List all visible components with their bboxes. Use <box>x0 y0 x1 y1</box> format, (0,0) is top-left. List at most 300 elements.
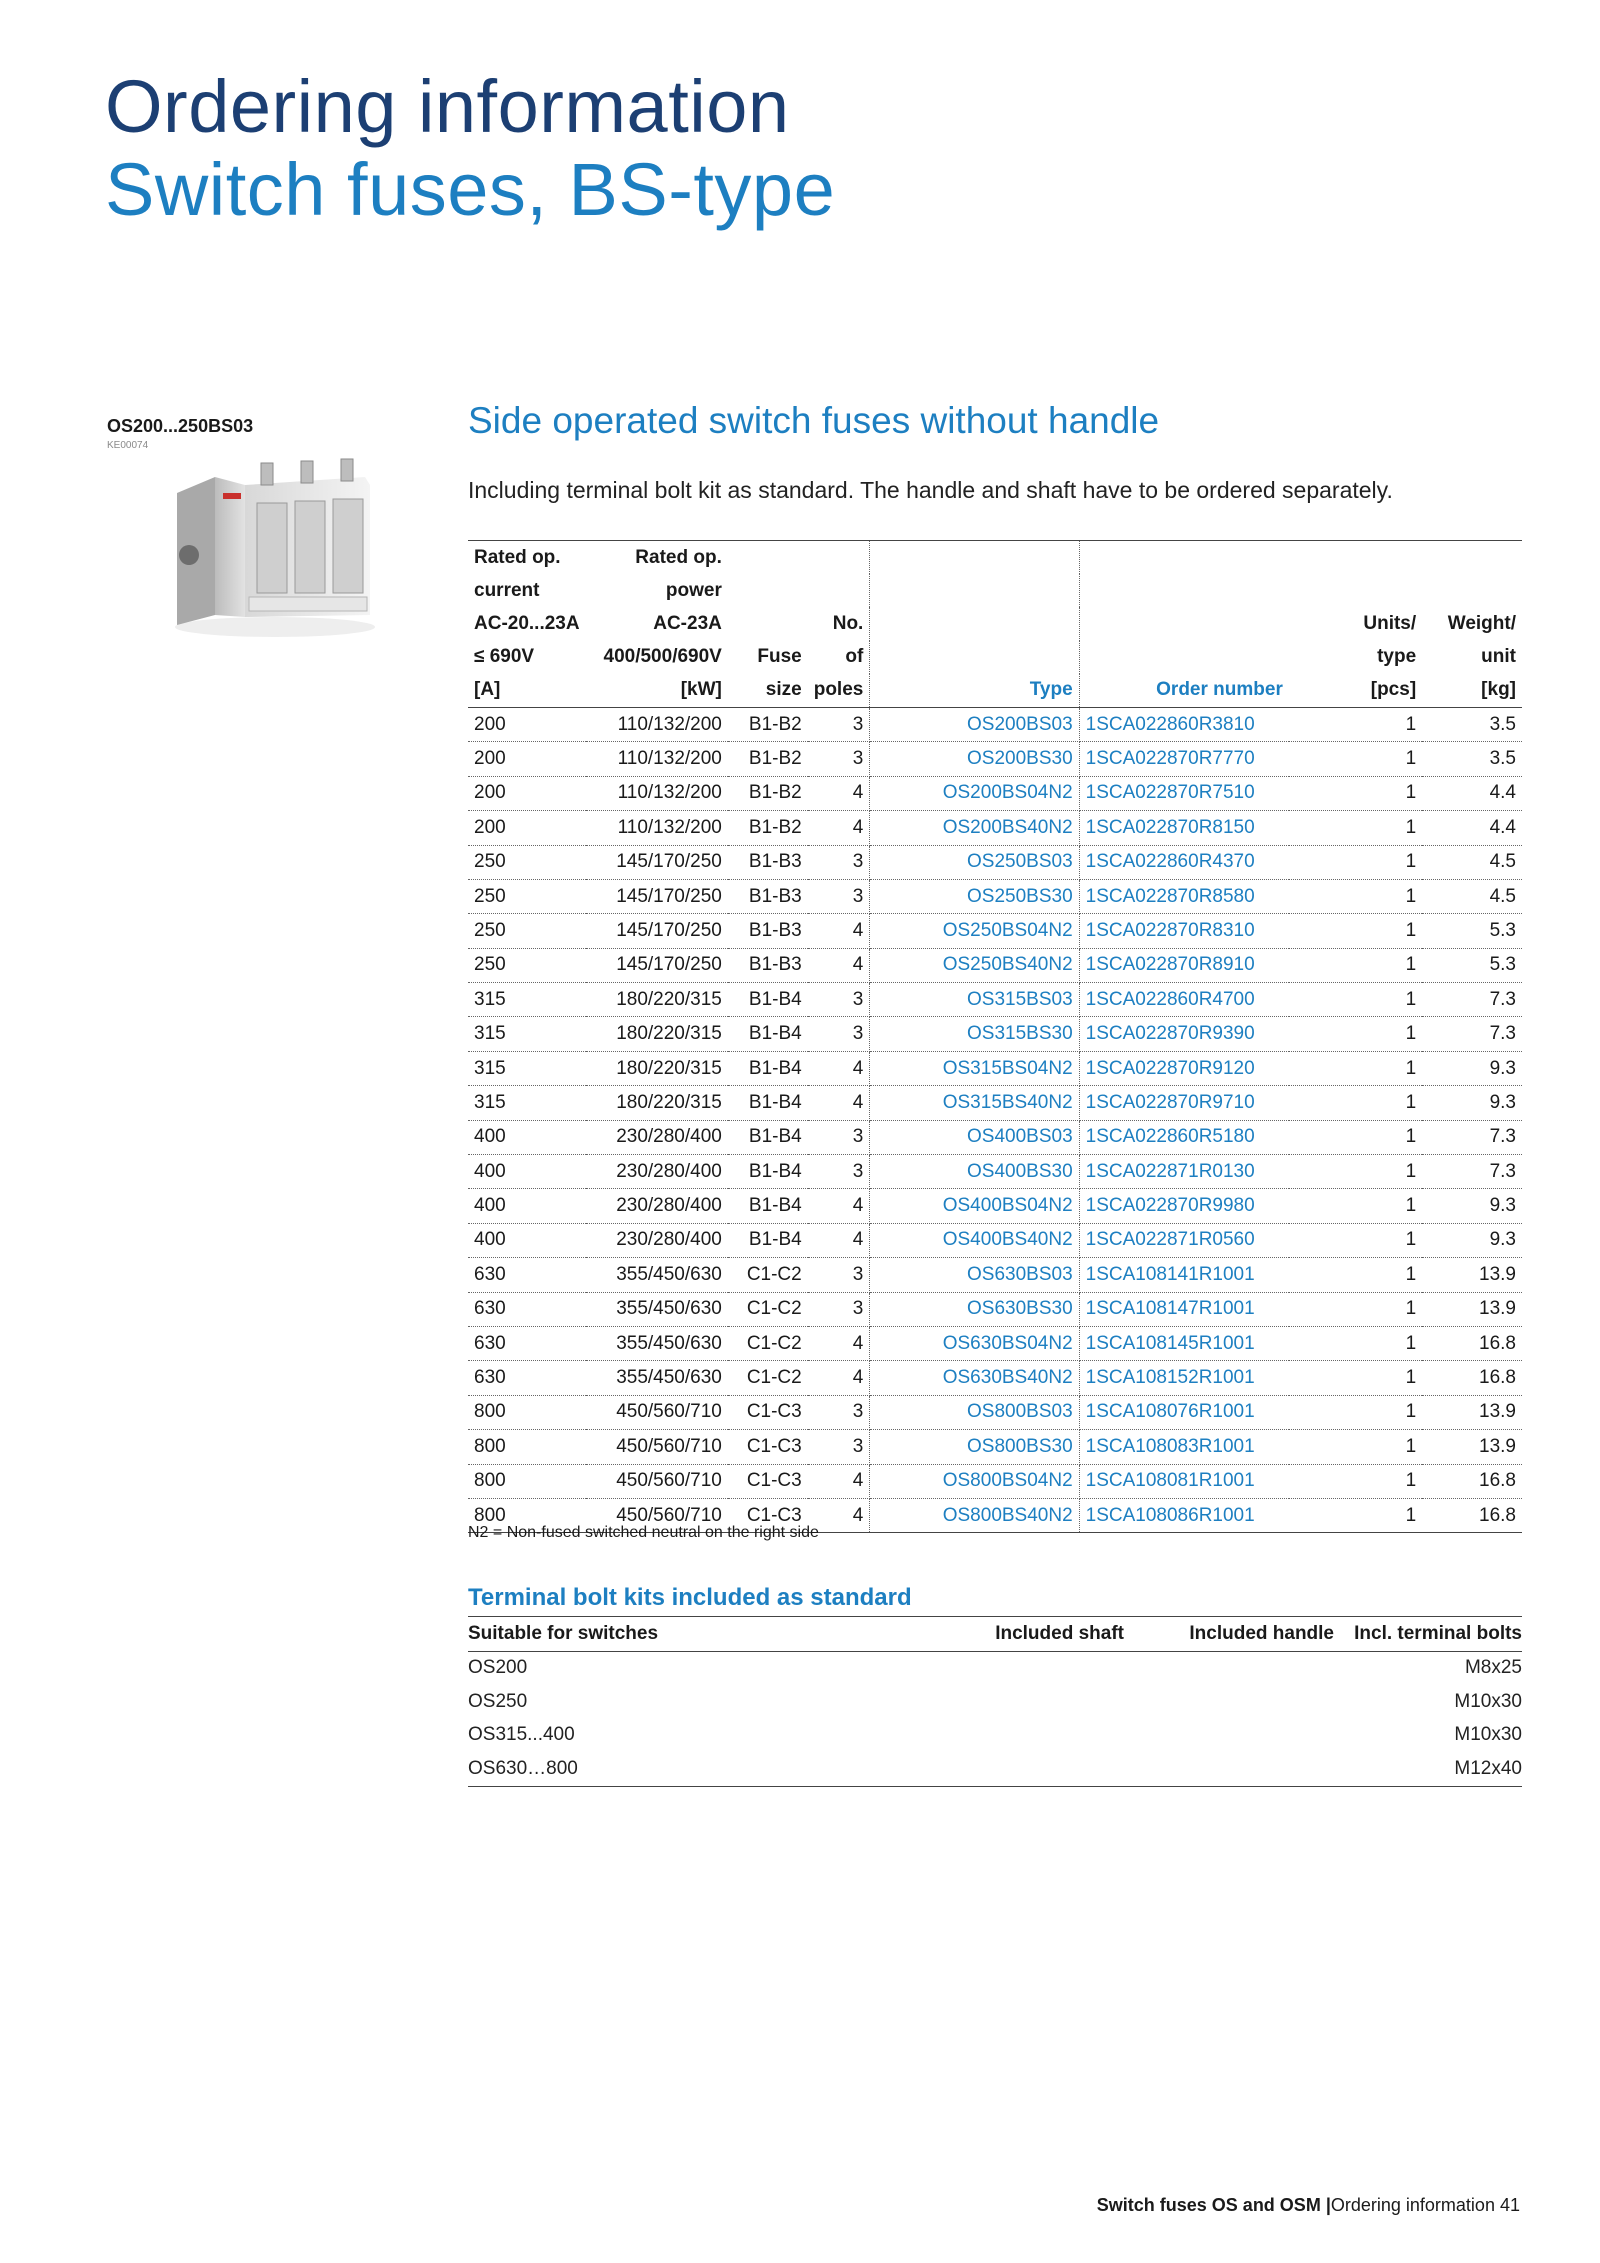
header-row <box>468 641 1522 674</box>
table-cell: OS800BS40N2 <box>870 1498 1079 1532</box>
table-cell: OS800BS04N2 <box>870 1464 1079 1498</box>
table-row <box>468 1395 1522 1429</box>
table-cell: 9.3 <box>1422 1051 1522 1085</box>
table-cell: 630 <box>468 1326 586 1360</box>
table-cell: 4 <box>808 1464 870 1498</box>
table-cell: OS315...400 <box>468 1724 575 1746</box>
table-cell: 1SCA022870R7510 <box>1079 776 1289 810</box>
table-cell: C1-C3 <box>728 1430 808 1464</box>
table-cell: 4 <box>808 1326 870 1360</box>
bolt-kits-body <box>468 1651 1522 1786</box>
table-cell: 200 <box>468 742 586 776</box>
table-cell: 9.3 <box>1422 1086 1522 1120</box>
column-header-cell: Type <box>870 674 1079 708</box>
table-cell: C1-C2 <box>728 1361 808 1395</box>
table-cell: 200 <box>468 811 586 845</box>
table-row <box>468 1430 1522 1464</box>
table-cell: OS400BS04N2 <box>870 1189 1079 1223</box>
table-cell: 800 <box>474 1504 506 1526</box>
table-cell: 400 <box>468 1120 586 1154</box>
product-label: OS200...250BS03 <box>107 416 254 436</box>
table-cell: 4.5 <box>1422 879 1522 913</box>
header-row <box>468 607 1522 640</box>
table-row <box>468 1326 1522 1360</box>
table-cell: 800 <box>468 1464 586 1498</box>
table-row <box>468 1051 1522 1085</box>
table-cell: 110/132/200 <box>586 742 728 776</box>
table-cell: 4 <box>808 811 870 845</box>
table-row <box>468 742 1522 776</box>
column-header-cell: poles <box>808 674 870 708</box>
table-row <box>468 1464 1522 1498</box>
table-cell: 1SCA108152R1001 <box>1079 1361 1289 1395</box>
table-cell: 4.5 <box>1422 845 1522 879</box>
table-row <box>468 1651 1522 1685</box>
table-cell: B1-B4 <box>728 1189 808 1223</box>
column-header-cell: [pcs] <box>1289 674 1422 708</box>
table-cell: 1SCA022870R9390 <box>1079 1017 1289 1051</box>
column-header-cell <box>1079 541 1289 575</box>
table-cell: 450/560/710 <box>616 1504 722 1526</box>
table-cell: B1-B4 <box>728 1051 808 1085</box>
column-header-cell: Order number <box>1079 674 1289 708</box>
table-cell: 110/132/200 <box>586 776 728 810</box>
column-header-cell: AC-20...23A <box>474 612 580 634</box>
table-cell: 145/170/250 <box>586 879 728 913</box>
table-cell: OS250BS04N2 <box>870 914 1079 948</box>
column-header-cell <box>1422 541 1522 575</box>
table-cell: 355/450/630 <box>586 1326 728 1360</box>
table-cell: 630 <box>468 1361 586 1395</box>
table-cell: 3 <box>808 742 870 776</box>
table-row <box>468 845 1522 879</box>
table-cell: C1-C3 <box>746 1504 802 1526</box>
table-cell: OS200 <box>468 1657 528 1679</box>
table-cell: 16.8 <box>1479 1504 1516 1526</box>
table-cell: 1SCA022860R4700 <box>1079 983 1289 1017</box>
table-cell: C1-C2 <box>728 1326 808 1360</box>
table-cell: 1SCA022870R8910 <box>1079 948 1289 982</box>
table-cell: 180/220/315 <box>586 983 728 1017</box>
ordering-table-body <box>468 707 1522 1532</box>
table-cell: 1 <box>1289 1361 1422 1395</box>
table-row <box>468 983 1522 1017</box>
table-cell: 7.3 <box>1422 1017 1522 1051</box>
column-header-cell: [kW] <box>586 674 728 708</box>
table-cell: 16.8 <box>1422 1326 1522 1360</box>
table-cell: 5.3 <box>1422 948 1522 982</box>
table-cell: OS400BS40N2 <box>870 1223 1079 1257</box>
table-cell: 1 <box>1289 1395 1422 1429</box>
table-cell: OS250BS30 <box>870 879 1079 913</box>
table-cell: 3 <box>808 1292 870 1326</box>
table-cell: 180/220/315 <box>586 1051 728 1085</box>
table-cell: 4 <box>808 1189 870 1223</box>
table-cell: 4 <box>808 948 870 982</box>
column-header-cell <box>1289 541 1422 575</box>
table-cell: 1SCA022870R9710 <box>1079 1086 1289 1120</box>
table-cell: C1-C2 <box>728 1258 808 1292</box>
table-cell: B1-B2 <box>728 707 808 741</box>
table-cell: C1-C3 <box>728 1395 808 1429</box>
table-cell: 3.5 <box>1422 707 1522 741</box>
table-cell: 1SCA108145R1001 <box>1079 1326 1289 1360</box>
table-cell: 145/170/250 <box>586 845 728 879</box>
table-cell <box>1124 1685 1334 1719</box>
table-cell <box>918 1651 1124 1685</box>
table-cell: 230/280/400 <box>586 1189 728 1223</box>
table-cell <box>1124 1752 1334 1786</box>
column-header-cell: current <box>474 579 540 601</box>
table-cell: 1SCA022870R8150 <box>1079 811 1289 845</box>
table-cell: 315 <box>468 1051 586 1085</box>
header-row <box>468 574 1522 607</box>
table-cell: OS250BS40N2 <box>870 948 1079 982</box>
bolt-kits-table <box>468 1616 1522 1787</box>
table-cell: 315 <box>468 1086 586 1120</box>
column-header-cell <box>1289 574 1422 607</box>
table-cell: 400 <box>468 1155 586 1189</box>
footer-doc-title: Switch fuses OS and OSM <box>1096 2195 1321 2215</box>
column-header-cell <box>728 607 808 640</box>
table-cell: 180/220/315 <box>586 1086 728 1120</box>
column-header-cell <box>728 541 808 575</box>
product-image-code: KE00074 <box>107 440 149 451</box>
table-cell <box>1124 1719 1334 1753</box>
table-cell: 7.3 <box>1422 1155 1522 1189</box>
table-cell: 1 <box>1289 742 1422 776</box>
table-cell: 3.5 <box>1422 742 1522 776</box>
table-cell: B1-B3 <box>728 948 808 982</box>
table-cell: 1 <box>1289 845 1422 879</box>
table-cell: B1-B4 <box>728 1223 808 1257</box>
table-cell: 1SCA108086R1001 <box>1085 1504 1255 1526</box>
table-cell <box>1124 1651 1334 1685</box>
table-row <box>468 1155 1522 1189</box>
table-cell: OS315BS03 <box>870 983 1079 1017</box>
table-cell: 1SCA022870R9980 <box>1079 1189 1289 1223</box>
table-cell: 145/170/250 <box>586 948 728 982</box>
table-cell <box>918 1752 1124 1786</box>
table-cell: 1 <box>1289 879 1422 913</box>
table-cell: 3 <box>808 1258 870 1292</box>
table-cell: 4 <box>808 776 870 810</box>
table-row <box>468 1361 1522 1395</box>
table-cell: 5.3 <box>1422 914 1522 948</box>
table-row <box>468 1017 1522 1051</box>
table-cell: 1 <box>1289 1258 1422 1292</box>
table-row <box>468 776 1522 810</box>
footer-section: Ordering information <box>1330 2195 1495 2215</box>
table-cell: 1SCA022860R4370 <box>1079 845 1289 879</box>
column-header-cell: power <box>665 579 722 601</box>
column-header-cell: Rated op. <box>474 546 561 568</box>
table-cell: 450/560/710 <box>586 1464 728 1498</box>
table-row <box>468 1719 1522 1753</box>
column-header-cell: Included handle <box>1124 1617 1334 1652</box>
page-subtitle: Switch fuses, BS-type <box>105 148 836 231</box>
bolt-kits-title: Terminal bolt kits included as standard <box>468 1584 912 1611</box>
table-cell: 355/450/630 <box>586 1361 728 1395</box>
bolt-kits-header <box>468 1617 1522 1652</box>
table-cell: 3 <box>808 707 870 741</box>
column-header-cell: Rated op. <box>635 546 722 568</box>
table-cell: 250 <box>468 845 586 879</box>
column-header-cell: ≤ 690V <box>474 646 535 668</box>
table-cell: 7.3 <box>1422 1120 1522 1154</box>
table-cell: 1 <box>1289 776 1422 810</box>
page-number: 41 <box>1499 2195 1520 2215</box>
switch-fuse-product-image <box>165 455 380 645</box>
table-cell: 13.9 <box>1422 1395 1522 1429</box>
column-header-cell <box>870 541 1079 575</box>
table-cell: B1-B4 <box>728 1017 808 1051</box>
column-header-cell: 400/500/690V <box>603 646 722 668</box>
column-header-cell <box>808 574 870 607</box>
section-title: Side operated switch fuses without handle <box>468 400 1160 441</box>
column-header-cell <box>1422 574 1522 607</box>
table-cell: OS630BS40N2 <box>870 1361 1079 1395</box>
table-cell: 1 <box>1289 948 1422 982</box>
table-cell: M8x25 <box>1464 1657 1522 1679</box>
table-cell: OS400BS03 <box>870 1120 1079 1154</box>
table-cell: C1-C3 <box>728 1464 808 1498</box>
table-cell: 355/450/630 <box>586 1258 728 1292</box>
table-cell: 315 <box>468 1017 586 1051</box>
table-cell: 4 <box>808 1223 870 1257</box>
table-cell: 250 <box>468 914 586 948</box>
table-cell: 3 <box>808 1155 870 1189</box>
table-cell: OS200BS03 <box>870 707 1079 741</box>
table-cell: 110/132/200 <box>586 811 728 845</box>
column-header-cell <box>1079 641 1289 674</box>
table-cell: 3 <box>808 983 870 1017</box>
table-row <box>468 811 1522 845</box>
table-cell: OS315BS04N2 <box>870 1051 1079 1085</box>
column-header-cell: Fuse <box>757 646 802 668</box>
table-cell: 1SCA022860R5180 <box>1079 1120 1289 1154</box>
column-header-cell: Suitable for switches <box>468 1617 918 1652</box>
table-cell: 9.3 <box>1422 1223 1522 1257</box>
table-cell: 145/170/250 <box>586 914 728 948</box>
table-cell: 630 <box>468 1292 586 1326</box>
table-cell: 1SCA108141R1001 <box>1079 1258 1289 1292</box>
table-cell: 200 <box>468 707 586 741</box>
column-header-cell: Units/ <box>1363 612 1417 634</box>
table-row <box>468 1189 1522 1223</box>
table-cell: 3 <box>808 1395 870 1429</box>
table-cell: 1SCA022870R7770 <box>1079 742 1289 776</box>
table-cell: OS630…800 <box>468 1757 578 1779</box>
table-cell: 630 <box>468 1258 586 1292</box>
table-cell: OS315BS40N2 <box>870 1086 1079 1120</box>
table-cell: 4.4 <box>1422 776 1522 810</box>
table-cell: 1SCA108076R1001 <box>1079 1395 1289 1429</box>
header-row <box>468 674 1522 708</box>
table-cell: 1SCA022870R9120 <box>1079 1051 1289 1085</box>
column-header-cell: [kg] <box>1422 674 1522 708</box>
table-cell: 4 <box>808 1498 870 1532</box>
table-cell: 450/560/710 <box>586 1430 728 1464</box>
column-header-cell <box>870 574 1079 607</box>
ordering-table <box>468 540 1522 1533</box>
table-cell: 16.8 <box>1422 1361 1522 1395</box>
table-row <box>468 879 1522 913</box>
table-cell: 3 <box>808 845 870 879</box>
table-cell: 400 <box>468 1223 586 1257</box>
table-cell: 230/280/400 <box>586 1223 728 1257</box>
table-cell: 3 <box>808 1430 870 1464</box>
column-header-cell <box>1079 574 1289 607</box>
header-row <box>468 541 1522 575</box>
table-cell: 4 <box>808 1361 870 1395</box>
table-row <box>468 948 1522 982</box>
table-cell: 13.9 <box>1422 1292 1522 1326</box>
table-row <box>468 1223 1522 1257</box>
table-cell: 450/560/710 <box>586 1395 728 1429</box>
table-cell: 4 <box>808 914 870 948</box>
table-cell: 400 <box>468 1189 586 1223</box>
table-cell: 1 <box>1289 1223 1422 1257</box>
table-row <box>468 1685 1522 1719</box>
table-cell: 1 <box>1289 1051 1422 1085</box>
table-cell: 1 <box>1289 914 1422 948</box>
table-cell: 1 <box>1289 1430 1422 1464</box>
table-cell: 1 <box>1289 1464 1422 1498</box>
table-cell: 1SCA022871R0130 <box>1079 1155 1289 1189</box>
table-cell: OS200BS30 <box>870 742 1079 776</box>
column-header-cell <box>1079 607 1289 640</box>
table-cell: 1 <box>1289 707 1422 741</box>
table-cell: B1-B2 <box>728 776 808 810</box>
table-cell: 1 <box>1289 1155 1422 1189</box>
table-cell: 7.3 <box>1422 983 1522 1017</box>
table-cell: OS630BS30 <box>870 1292 1079 1326</box>
table-cell: B1-B3 <box>728 914 808 948</box>
table-cell: OS800BS30 <box>870 1430 1079 1464</box>
table-row <box>468 914 1522 948</box>
table-cell: 230/280/400 <box>586 1120 728 1154</box>
table-cell: 1 <box>1289 1017 1422 1051</box>
table-cell: 3 <box>808 1120 870 1154</box>
table-row <box>468 1258 1522 1292</box>
column-header-cell: No. <box>808 607 870 640</box>
column-header-cell <box>728 574 808 607</box>
table-row <box>468 1752 1522 1786</box>
table-cell: M10x30 <box>1454 1690 1522 1712</box>
table-cell: 4 <box>808 1086 870 1120</box>
table-cell: OS250 <box>468 1690 528 1712</box>
table-row <box>468 1292 1522 1326</box>
table-cell: 1SCA108147R1001 <box>1079 1292 1289 1326</box>
table-cell: OS630BS03 <box>870 1258 1079 1292</box>
table-row <box>468 1120 1522 1154</box>
column-header-cell: of <box>808 641 870 674</box>
table-cell: 13.9 <box>1422 1430 1522 1464</box>
column-header-cell: Weight/ <box>1447 612 1516 634</box>
page-title: Ordering information <box>105 65 790 148</box>
column-header-cell: Included shaft <box>918 1617 1124 1652</box>
column-header-cell: unit <box>1481 646 1516 668</box>
table-cell: B1-B3 <box>728 879 808 913</box>
table-cell: 1 <box>1405 1504 1417 1526</box>
header-row <box>468 1617 1522 1652</box>
table-cell: 1SCA022870R8310 <box>1079 914 1289 948</box>
table-cell: 230/280/400 <box>586 1155 728 1189</box>
table-cell: C1-C2 <box>728 1292 808 1326</box>
column-header-cell: AC-23A <box>653 612 722 634</box>
column-header-cell <box>870 641 1079 674</box>
table-cell: B1-B4 <box>728 983 808 1017</box>
table-cell: 110/132/200 <box>586 707 728 741</box>
table-cell: 3 <box>808 1017 870 1051</box>
ordering-table-header <box>468 541 1522 708</box>
table-cell: 16.8 <box>1422 1464 1522 1498</box>
table-cell: OS250BS03 <box>870 845 1079 879</box>
table-cell: 1SCA022870R8580 <box>1079 879 1289 913</box>
table-cell: 1 <box>1289 1189 1422 1223</box>
table-cell: 1 <box>1289 811 1422 845</box>
table-cell: B1-B4 <box>728 1155 808 1189</box>
table-cell: OS800BS03 <box>870 1395 1079 1429</box>
table-row <box>468 707 1522 741</box>
column-header-cell: Incl. terminal bolts <box>1334 1617 1522 1652</box>
column-header-cell: [A] <box>468 674 586 708</box>
table-cell: OS630BS04N2 <box>870 1326 1079 1360</box>
column-header-cell: size <box>728 674 808 708</box>
table-cell: OS200BS04N2 <box>870 776 1079 810</box>
table-cell: 180/220/315 <box>586 1017 728 1051</box>
section-intro: Including terminal bolt kit as standard. The handle and shaft have to be ordered separately. <box>468 477 1393 503</box>
table-cell: 9.3 <box>1422 1189 1522 1223</box>
table-cell: 355/450/630 <box>586 1292 728 1326</box>
table-cell: 4 <box>808 1051 870 1085</box>
table-cell: B1-B4 <box>728 1120 808 1154</box>
column-header-cell <box>870 607 1079 640</box>
column-header-cell <box>808 541 870 575</box>
table-cell: B1-B4 <box>728 1086 808 1120</box>
table-cell: 250 <box>468 879 586 913</box>
table-cell: 1SCA022860R3810 <box>1079 707 1289 741</box>
table-cell <box>918 1685 1124 1719</box>
table-footnote: N2 = Non-fused switched neutral on the right side <box>468 1524 819 1541</box>
column-header-cell: type <box>1377 646 1417 668</box>
table-cell: B1-B2 <box>728 811 808 845</box>
table-cell: 1SCA108083R1001 <box>1079 1430 1289 1464</box>
table-cell: 1 <box>1289 1326 1422 1360</box>
table-cell: 3 <box>808 879 870 913</box>
table-cell: 200 <box>468 776 586 810</box>
table-cell: 315 <box>468 983 586 1017</box>
footer-separator: | <box>1325 2195 1331 2215</box>
table-cell: 13.9 <box>1422 1258 1522 1292</box>
table-cell: OS315BS30 <box>870 1017 1079 1051</box>
table-cell: 800 <box>468 1430 586 1464</box>
table-cell: 1 <box>1289 983 1422 1017</box>
table-cell: M10x30 <box>1454 1724 1522 1746</box>
table-row <box>468 1086 1522 1120</box>
table-cell: 1SCA022871R0560 <box>1079 1223 1289 1257</box>
table-cell: B1-B3 <box>728 845 808 879</box>
table-cell <box>918 1719 1124 1753</box>
table-cell: 4.4 <box>1422 811 1522 845</box>
table-cell: 1 <box>1289 1086 1422 1120</box>
page-footer <box>1097 2195 1520 2216</box>
table-cell: B1-B2 <box>728 742 808 776</box>
table-cell: OS200BS40N2 <box>870 811 1079 845</box>
table-cell: OS400BS30 <box>870 1155 1079 1189</box>
table-cell: 1 <box>1289 1120 1422 1154</box>
